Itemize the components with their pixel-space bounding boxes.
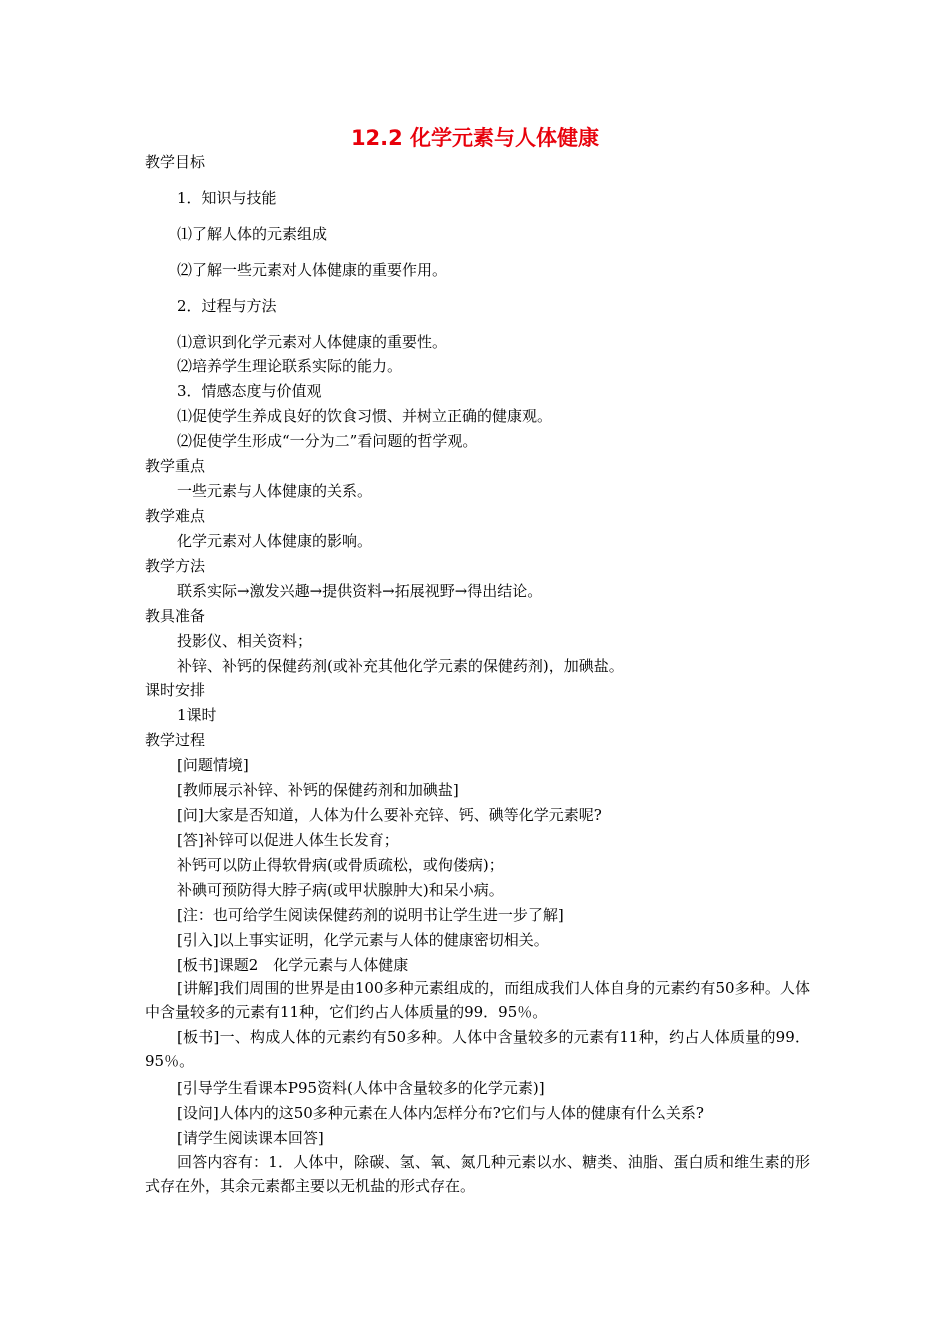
materials-line: 投影仪、相关资料；	[177, 632, 313, 650]
process-paragraph: [教师展示补锌、补钙的保健药剂和加碘盐]	[177, 781, 459, 799]
objective-item: ⑴了解人体的元素组成	[177, 225, 328, 243]
heading-materials: 教具准备	[145, 607, 206, 625]
process-paragraph: [引入]以上事实证明，化学元素与人体的健康密切相关。	[177, 931, 549, 949]
process-paragraph: 补钙可以防止得软骨病(或骨质疏松，或佝偻病)；	[177, 856, 504, 874]
process-paragraph: [答]补锌可以促进人体生长发育；	[177, 831, 399, 849]
objective-item: ⑵促使学生形成“一分为二”看问题的哲学观。	[177, 432, 478, 450]
schedule-text: 1课时	[177, 706, 217, 724]
process-paragraph: 补碘可预防得大脖子病(或甲状腺肿大)和呆小病。	[177, 881, 504, 899]
process-paragraph: [板书]课题2 化学元素与人体健康	[177, 956, 409, 974]
document-title: 12.2 化学元素与人体健康	[350, 126, 600, 150]
process-paragraph: 回答内容有：1．人体中，除碳、氢、氧、氮几种元素以水、糖类、油脂、蛋白质和维生素的形式存在外，其余元素都主要以无机盐的形式存在。	[145, 1153, 810, 1195]
subheading-attitudes-values: 3．情感态度与价值观	[177, 382, 322, 400]
heading-objectives: 教学目标	[145, 153, 206, 171]
key-points-text: 一些元素与人体健康的关系。	[177, 482, 373, 500]
process-paragraph: [注：也可给学生阅读保健药剂的说明书让学生进一步了解]	[177, 906, 564, 924]
process-paragraph: [问]大家是否知道，人体为什么要补充锌、钙、碘等化学元素呢?	[177, 806, 602, 824]
heading-difficulties: 教学难点	[145, 507, 206, 525]
objective-item: ⑵培养学生理论联系实际的能力。	[177, 357, 403, 375]
objective-item: ⑴促使学生养成良好的饮食习惯、并树立正确的健康观。	[177, 407, 553, 425]
process-paragraph: [问题情境]	[177, 756, 249, 774]
process-paragraph: [讲解]我们周围的世界是由100多种元素组成的，而组成我们人体自身的元素约有50多种。人体中含量较多的元素有11种，它们约占人体质量的99．95％。	[145, 979, 810, 1021]
difficulties-text: 化学元素对人体健康的影响。	[177, 532, 373, 550]
process-paragraph: [板书]一、构成人体的元素约有50多种。人体中含量较多的元素有11种，约占人体质量的99．95％。	[145, 1028, 810, 1070]
methods-text: 联系实际→激发兴趣→提供资料→拓展视野→得出结论。	[177, 582, 543, 600]
heading-schedule: 课时安排	[145, 681, 206, 699]
process-paragraph: [请学生阅读课本回答]	[177, 1129, 324, 1147]
subheading-knowledge-skills: 1．知识与技能	[177, 189, 277, 207]
heading-key-points: 教学重点	[145, 457, 206, 475]
process-paragraph: [引导学生看课本P95资料(人体中含量较多的化学元素)]	[177, 1079, 545, 1097]
materials-line: 补锌、补钙的保健药剂(或补充其他化学元素的保健药剂)，加碘盐。	[177, 657, 624, 675]
heading-process: 教学过程	[145, 731, 206, 749]
objective-item: ⑴意识到化学元素对人体健康的重要性。	[177, 333, 448, 351]
subheading-process-methods: 2．过程与方法	[177, 297, 277, 315]
process-paragraph: [设问]人体内的这50多种元素在人体内怎样分布?它们与人体的健康有什么关系?	[177, 1104, 704, 1122]
heading-methods: 教学方法	[145, 557, 206, 575]
objective-item: ⑵了解一些元素对人体健康的重要作用。	[177, 261, 448, 279]
